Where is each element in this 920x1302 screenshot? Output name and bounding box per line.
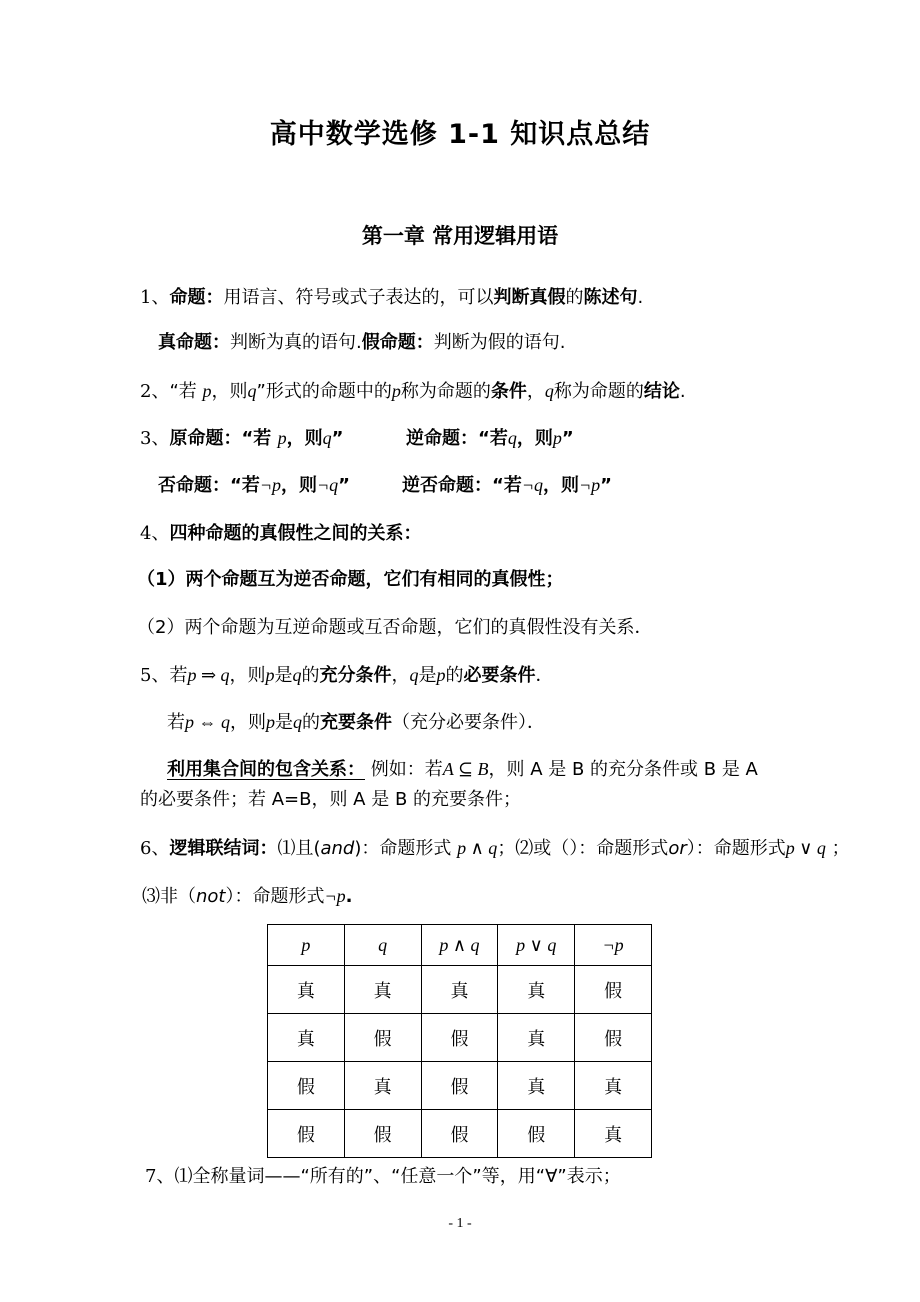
item-3-contrapositive: 逆否命题：“若¬q，则¬p” xyxy=(402,475,612,496)
item-5-sufficient-necessary: 5、若p ⇒ q，则p是q的充分条件，q是p的必要条件． xyxy=(140,665,554,686)
table-cell: 假 xyxy=(421,1110,498,1158)
item-3-inverse: 否命题：“若¬p，则¬q” xyxy=(158,475,350,496)
table-row xyxy=(268,1110,652,1158)
item-5-set-inclusion: 利用集合间的包含关系： 例如：若A ⊆ B，则 A 是 B 的充分条件或 B 是 A xyxy=(167,759,758,780)
table-cell: 假 xyxy=(421,1062,498,1110)
item-5-set-inclusion-cont: 的必要条件；若 A=B，则 A 是 B 的充要条件； xyxy=(140,789,522,810)
table-cell: 真 xyxy=(575,1110,652,1158)
table-row xyxy=(268,966,652,1014)
table-cell: 假 xyxy=(575,1014,652,1062)
header-cell: p xyxy=(268,925,345,966)
item-5-iff: 若p ⇔ q，则p是q的充要条件（充分必要条件）． xyxy=(167,712,545,733)
table-cell: 真 xyxy=(268,966,345,1014)
chapter-heading: 第一章 常用逻辑用语 xyxy=(361,224,559,248)
item-1-true-false: 真命题：判断为真的语句.假命题：判断为假的语句. xyxy=(158,332,566,353)
header-cell: q xyxy=(344,925,421,966)
table-cell: 真 xyxy=(498,1062,575,1110)
item-2-condition-conclusion: 2、“若 p，则q”形式的命题中的p称为命题的条件，q称为命题的结论. xyxy=(140,381,686,402)
header-cell: p ∨ q xyxy=(498,925,575,966)
item-4-heading: 4、四种命题的真假性之间的关系： xyxy=(140,523,422,544)
header-cell: p ∧ q xyxy=(421,925,498,966)
table-row xyxy=(268,1014,652,1062)
item-4-rule-2: （2）两个命题为互逆命题或互否命题，它们的真假性没有关系． xyxy=(137,617,653,638)
table-cell: 真 xyxy=(344,966,421,1014)
table-cell: 真 xyxy=(498,966,575,1014)
item-6-logical-connectives: 6、逻辑联结词：⑴且(and)：命题形式 p ∧ q；⑵或（）：命题形式or）：命题形式p ∨ q ； xyxy=(140,838,850,859)
item-1-proposition: 1、命题：用语言、符号或式子表达的，可以判断真假的陈述句. xyxy=(140,287,644,308)
table-cell: 假 xyxy=(575,966,652,1014)
item-6-not: ⑶非（not）：命题形式¬p. xyxy=(142,886,353,907)
item-7-universal-quantifier: 7、⑴全称量词——“所有的”、“任意一个”等，用“∀”表示； xyxy=(145,1166,621,1187)
item-3-original-proposition: 3、原命题：“若 p，则q” xyxy=(140,428,344,449)
table-cell: 假 xyxy=(344,1110,421,1158)
truth-table-header xyxy=(268,925,652,966)
table-cell: 假 xyxy=(344,1014,421,1062)
header-cell: ¬p xyxy=(575,925,652,966)
table-cell: 真 xyxy=(268,1014,345,1062)
page-number: - 1 - xyxy=(448,1216,472,1231)
table-cell: 真 xyxy=(421,966,498,1014)
table-cell: 真 xyxy=(498,1014,575,1062)
table-cell: 假 xyxy=(421,1014,498,1062)
truth-table xyxy=(267,924,652,1158)
table-cell: 假 xyxy=(498,1110,575,1158)
table-cell: 假 xyxy=(268,1062,345,1110)
table-row xyxy=(268,1062,652,1110)
item-3-converse: 逆命题：“若q，则p” xyxy=(406,428,574,449)
table-cell: 真 xyxy=(344,1062,421,1110)
table-cell: 假 xyxy=(268,1110,345,1158)
document-title: 高中数学选修 1-1 知识点总结 xyxy=(269,119,651,150)
table-cell: 真 xyxy=(575,1062,652,1110)
item-4-rule-1: （1）两个命题互为逆否命题，它们有相同的真假性； xyxy=(137,569,564,590)
